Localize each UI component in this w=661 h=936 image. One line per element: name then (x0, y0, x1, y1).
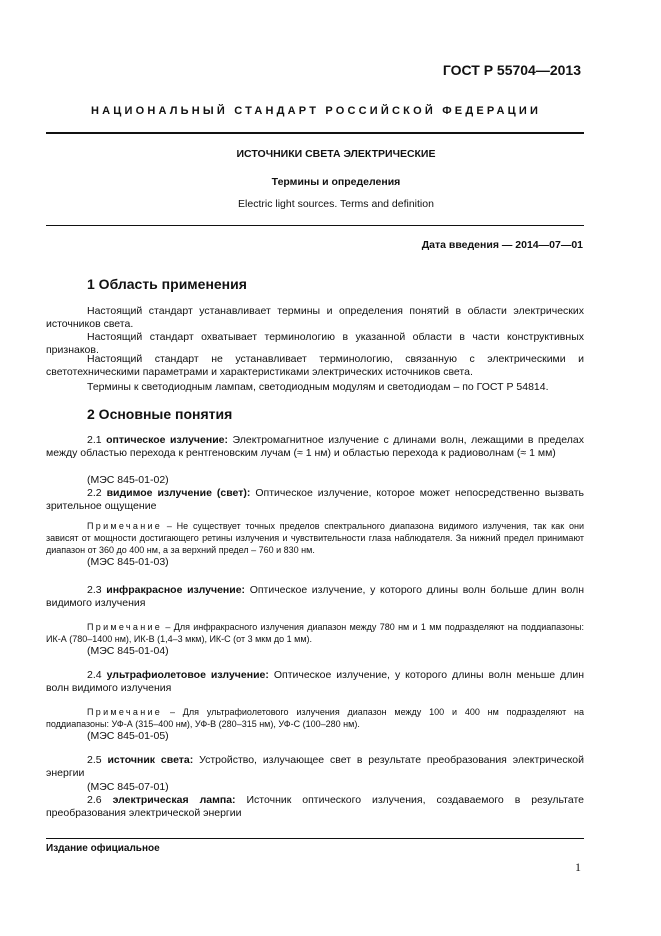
title-rule (46, 225, 584, 226)
section-1-paragraph-1: Настоящий стандарт устанавливает термины и определения понятий в области электрических источников света. (46, 305, 584, 330)
section-1-paragraph-3: Настоящий стандарт не устанавливает терминологию, связанную с электрическими и светотехническими параметрами и характеристиками электрических источников света. (46, 353, 584, 378)
term-2-6 (46, 794, 584, 820)
term-2-4-note (46, 706, 584, 730)
term-name: электрическая лампа: (112, 794, 236, 806)
term-2-3-reference: (МЭС 845-01-04) (87, 645, 169, 657)
term-definition: Электромагнитное излучение с длинами волн, лежащими в пределах между областью перехода к рентгеновским лучам (≈ 1 нм) и областью перехода к радиоволнам (≈ 1 мм) (46, 434, 584, 459)
section-1-paragraph-4: Термины к светодиодным лампам, светодиодным модулям и светодиодам – по ГОСТ Р 54814. (87, 381, 549, 393)
note-text: – Не существует точных пределов спектрального диапазона видимого излучения, так как они зависят от мощности достигающего ретины излучения и чувствительности глаза наблюдателя. За нижний предел принимают диапазон от 360 до 400 нм, а за верхний предел – 760 и 830 нм. (46, 521, 584, 555)
section-2-heading: 2 Основные понятия (87, 406, 233, 422)
term-number: 2.1 (87, 434, 102, 446)
term-2-1-reference: (МЭС 845-01-02) (87, 474, 169, 486)
term-name: инфракрасное излучение: (106, 584, 246, 596)
term-2-3-note (46, 621, 584, 645)
term-2-2 (46, 487, 584, 513)
term-2-4-reference: (МЭС 845-01-05) (87, 730, 169, 742)
note-label: Примечание (87, 707, 163, 717)
page-number: 1 (575, 860, 581, 874)
note-label: Примечание (87, 622, 163, 632)
note-label: Примечание (87, 521, 163, 531)
section-1-paragraph-2: Настоящий стандарт охватывает терминологию в указанной области в части конструктивных признаков. (46, 331, 584, 356)
term-name: ультрафиолетовое излучение: (106, 669, 269, 681)
term-definition: Оптическое излучение, у которого длины волн больше длин волн видимого излучения (46, 584, 584, 609)
term-number: 2.3 (87, 584, 102, 596)
term-definition: Устройство, излучающее свет в результате преобразования электрической энергии (46, 754, 585, 779)
section-1-heading: 1 Область применения (87, 276, 247, 292)
introduction-date: Дата введения — 2014—07—01 (421, 239, 583, 251)
document-code: ГОСТ Р 55704—2013 (442, 62, 581, 78)
term-name: видимое излучение (свет): (106, 487, 251, 499)
term-number: 2.4 (87, 669, 102, 681)
note-text: – Для ультрафиолетового излучения диапазон между 100 и 400 нм подразделяют на поддиапазоны: УФ-А (315–400 нм), УФ-В (280–315 нм), УФ-С (100–280 нм). (46, 707, 584, 729)
term-2-5-reference: (МЭС 845-07-01) (87, 781, 169, 793)
term-number: 2.5 (87, 754, 102, 766)
term-2-4 (46, 669, 584, 695)
document-subtitle: Термины и определения (271, 176, 401, 188)
term-number: 2.6 (87, 794, 102, 806)
term-name: источник света: (107, 754, 194, 766)
national-standard-heading: НАЦИОНАЛЬНЫЙ СТАНДАРТ РОССИЙСКОЙ ФЕДЕРАЦИИ (90, 105, 542, 117)
term-2-1 (46, 434, 584, 460)
term-definition: Источник оптического излучения, создаваемого в результате преобразования электрической энергии (46, 794, 585, 819)
term-definition: Оптическое излучение, которое может непосредственно вызвать зрительное ощущение (46, 487, 585, 512)
document-english-title: Electric light sources. Terms and definition (238, 198, 434, 210)
term-2-5 (46, 754, 584, 780)
footer-rule (46, 838, 584, 839)
document-title: ИСТОЧНИКИ СВЕТА ЭЛЕКТРИЧЕСКИЕ (236, 148, 436, 160)
term-2-3 (46, 584, 584, 610)
term-2-2-note (46, 520, 584, 556)
term-name: оптическое излучение: (106, 434, 228, 446)
term-number: 2.2 (87, 487, 102, 499)
term-definition: Оптическое излучение, у которого длины волн меньше длин волн видимого излучения (46, 669, 584, 694)
note-text: – Для инфракрасного излучения диапазон между 780 нм и 1 мм подразделяют на поддиапазоны: ИК-А (780–1400 нм), ИК-В (1,4–3 мкм), ИК-С (от 3 мкм до 1 мм). (46, 622, 584, 644)
edition-label: Издание официальное (46, 843, 160, 854)
header-rule (46, 132, 584, 134)
term-2-2-reference: (МЭС 845-01-03) (87, 556, 169, 568)
